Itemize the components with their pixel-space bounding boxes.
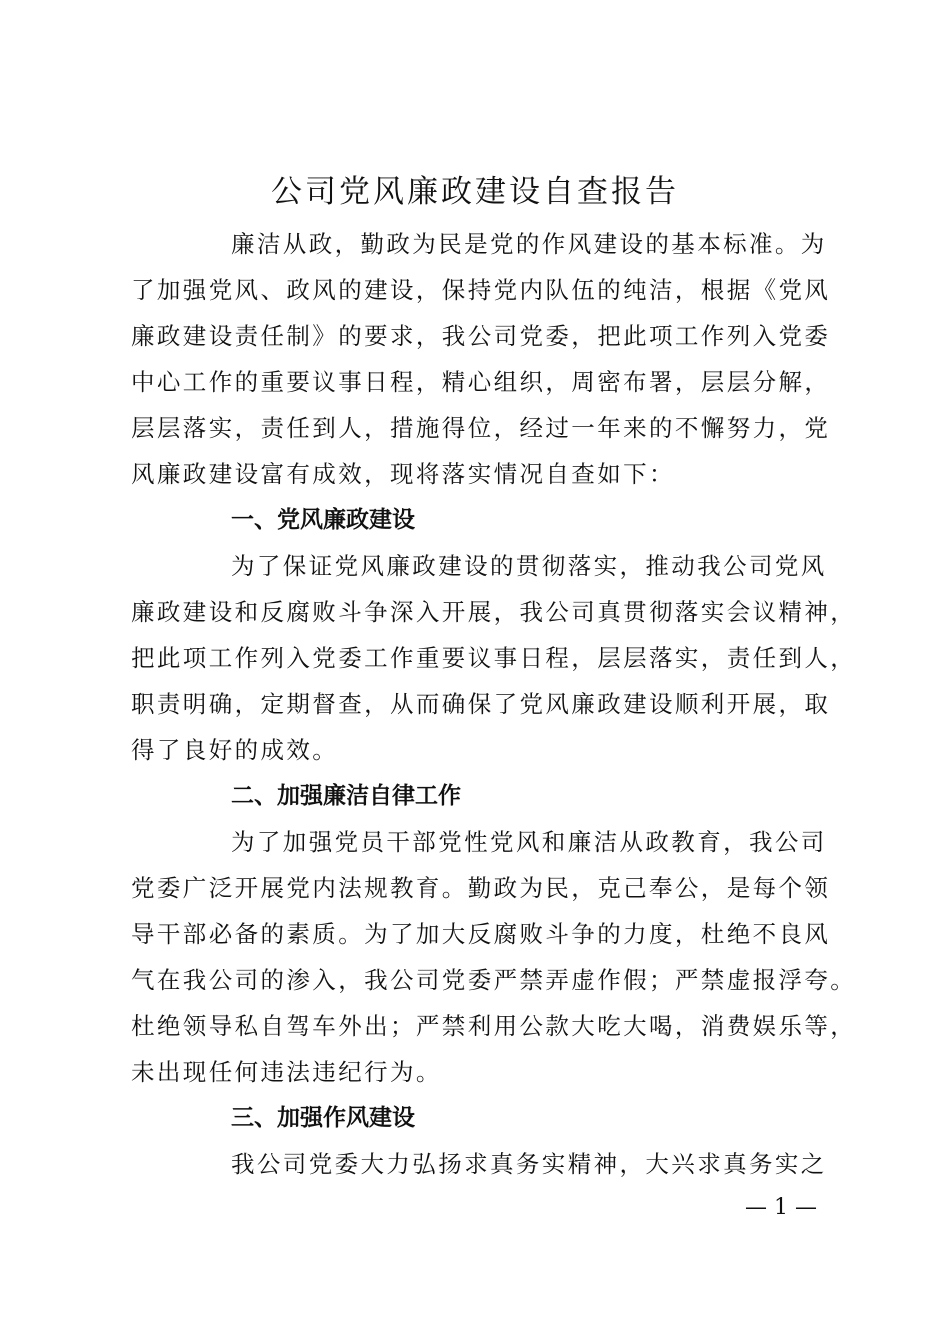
intro-line: 层层落实，责任到人，措施得位，经过一年来的不懈努力，党 (131, 414, 831, 442)
section-heading: 二、加强廉洁自律工作 (231, 783, 461, 809)
section-line: 导干部必备的素质。为了加大反腐败斗争的力度，杜绝不良风 (131, 920, 831, 948)
intro-line: 廉洁从政，勤政为民是党的作风建设的基本标准。为 (231, 230, 827, 258)
page-number: — 1 — (745, 1195, 817, 1220)
document-title: 公司党风廉政建设自查报告 (271, 174, 679, 210)
intro-line: 了加强党风、政风的建设，保持党内队伍的纯洁，根据《党风 (131, 276, 831, 304)
section-line: 我公司党委大力弘扬求真务实精神，大兴求真务实之 (231, 1150, 827, 1178)
section-line: 杜绝领导私自驾车外出；严禁利用公款大吃大喝，消费娱乐等， (131, 1012, 857, 1040)
section-heading: 一、党风廉政建设 (231, 507, 415, 533)
intro-line: 廉政建设责任制》的要求，我公司党委，把此项工作列入党委 (131, 322, 831, 350)
section-line: 为了保证党风廉政建设的贯彻落实，推动我公司党风 (231, 552, 827, 580)
intro-line: 中心工作的重要议事日程，精心组织，周密布署，层层分解， (131, 368, 831, 396)
section-line: 廉政建设和反腐败斗争深入开展，我公司真贯彻落实会议精神， (131, 598, 857, 626)
section-line: 把此项工作列入党委工作重要议事日程，层层落实，责任到人， (131, 644, 857, 672)
section-line: 党委广泛开展党内法规教育。勤政为民，克己奉公，是每个领 (131, 874, 831, 902)
intro-line: 风廉政建设富有成效，现将落实情况自查如下： (131, 460, 675, 488)
section-line: 为了加强党员干部党性党风和廉洁从政教育，我公司 (231, 828, 827, 856)
section-line: 气在我公司的渗入，我公司党委严禁弄虚作假；严禁虚报浮夸。 (131, 966, 857, 994)
section-line: 未出现任何违法违纪行为。 (131, 1058, 442, 1086)
section-line: 得了良好的成效。 (131, 736, 339, 764)
section-heading: 三、加强作风建设 (231, 1105, 415, 1131)
section-line: 职责明确，定期督查，从而确保了党风廉政建设顺利开展，取 (131, 690, 831, 718)
